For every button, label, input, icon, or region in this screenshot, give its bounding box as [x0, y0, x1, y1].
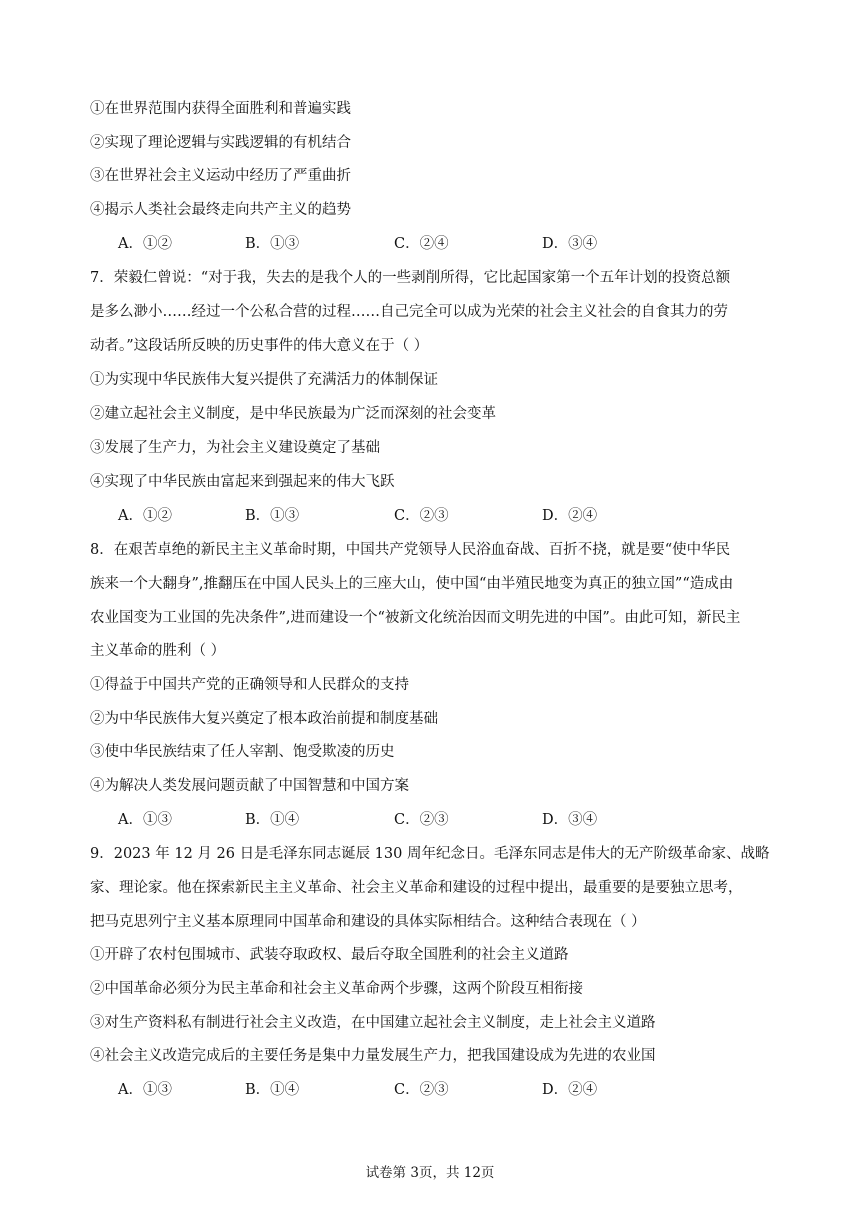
q7-stem-line-1: 7．荣毅仁曾说：“对于我，失去的是我个人的一些剥削所得，它比起国家第一个五年计划的投资总额	[90, 270, 731, 286]
page-footer: 试卷第 3页，共 12页	[365, 1165, 495, 1181]
q9-item-4: ④社会主义改造完成后的主要任务是集中力量发展生产力，把我国建设成为先进的农业国	[90, 1048, 656, 1064]
q9-item-3: ③对生产资料私有制进行社会主义改造，在中国建立起社会主义制度，走上社会主义道路	[90, 1015, 656, 1031]
q7-option-d[interactable]: D．②④	[542, 508, 598, 524]
q9-option-a[interactable]: A．①③	[118, 1082, 172, 1098]
q8-option-d[interactable]: D．③④	[542, 812, 598, 828]
q8-option-b[interactable]: B．①④	[245, 812, 300, 828]
q8-item-4: ④为解决人类发展问题贡献了中国智慧和中国方案	[90, 778, 409, 794]
q7-option-a[interactable]: A．①②	[118, 508, 172, 524]
q7-option-c[interactable]: C．②③	[394, 508, 449, 524]
q8-item-2: ②为中华民族伟大复兴奠定了根本政治前提和制度基础	[90, 711, 438, 727]
q8-stem-line-4: 主义革命的胜利（ ）	[90, 643, 226, 659]
q7-item-3: ③发展了生产力，为社会主义建设奠定了基础	[90, 440, 380, 456]
q6-option-d[interactable]: D．③④	[542, 236, 598, 252]
q6-option-a[interactable]: A．①②	[118, 236, 172, 252]
q8-item-1: ①得益于中国共产党的正确领导和人民群众的支持	[90, 677, 409, 693]
q6-item-3: ③在世界社会主义运动中经历了严重曲折	[90, 168, 351, 184]
q7-stem-line-2: 是多么渺小……经过一个公私合营的过程……自己完全可以成为光荣的社会主义社会的自食其力的劳	[90, 304, 728, 320]
q6-option-c[interactable]: C．②④	[394, 236, 449, 252]
q6-item-2: ②实现了理论逻辑与实践逻辑的有机结合	[90, 135, 351, 151]
q9-option-b[interactable]: B．①④	[245, 1082, 300, 1098]
q6-item-1: ①在世界范围内获得全面胜利和普遍实践	[90, 101, 351, 117]
q9-option-d[interactable]: D．②④	[542, 1082, 598, 1098]
q6-item-4: ④揭示人类社会最终走向共产主义的趋势	[90, 202, 351, 218]
q7-item-1: ①为实现中华民族伟大复兴提供了充满活力的体制保证	[90, 372, 438, 388]
q9-stem-line-1: 9．2023 年 12 月 26 日是毛泽东同志诞辰 130 周年纪念日。毛泽东同志是伟大的无产阶级革命家、战略	[90, 846, 770, 862]
q8-stem-line-1: 8．在艰苦卓绝的新民主主义革命时期，中国共产党领导人民浴血奋战、百折不挠，就是要“使中华民	[90, 542, 731, 558]
q9-stem-line-2: 家、理论家。他在探索新民主主义革命、社会主义革命和建设的过程中提出，最重要的是要独立思考，	[90, 880, 743, 896]
q8-item-3: ③使中华民族结束了任人宰割、饱受欺凌的历史	[90, 744, 395, 760]
q9-item-2: ②中国革命必须分为民主革命和社会主义革命两个步骤，这两个阶段互相衔接	[90, 981, 583, 997]
q9-item-1: ①开辟了农村包围城市、武装夺取政权、最后夺取全国胜利的社会主义道路	[90, 947, 569, 963]
q8-stem-line-3: 农业国变为工业国的先决条件”,进而建设一个“被新文化统治因而文明先进的中国”。由此可知，新民主	[90, 610, 741, 626]
q8-option-a[interactable]: A．①③	[118, 812, 172, 828]
q8-stem-line-2: 族来一个大翻身”,推翻压在中国人民头上的三座大山，使中国“由半殖民地变为真正的独立国”“造成由	[90, 576, 734, 592]
q7-item-2: ②建立起社会主义制度，是中华民族最为广泛而深刻的社会变革	[90, 406, 496, 422]
q7-option-b[interactable]: B．①③	[245, 508, 300, 524]
q8-option-c[interactable]: C．②③	[394, 812, 449, 828]
q9-option-c[interactable]: C．②③	[394, 1082, 449, 1098]
q9-stem-line-3: 把马克思列宁主义基本原理同中国革命和建设的具体实际相结合。这种结合表现在（ ）	[90, 914, 646, 930]
q7-item-4: ④实现了中华民族由富起来到强起来的伟大飞跃	[90, 474, 395, 490]
q6-option-b[interactable]: B．①③	[245, 236, 300, 252]
q7-stem-line-3: 动者。”这段话所反映的历史事件的伟大意义在于（ ）	[90, 338, 429, 354]
